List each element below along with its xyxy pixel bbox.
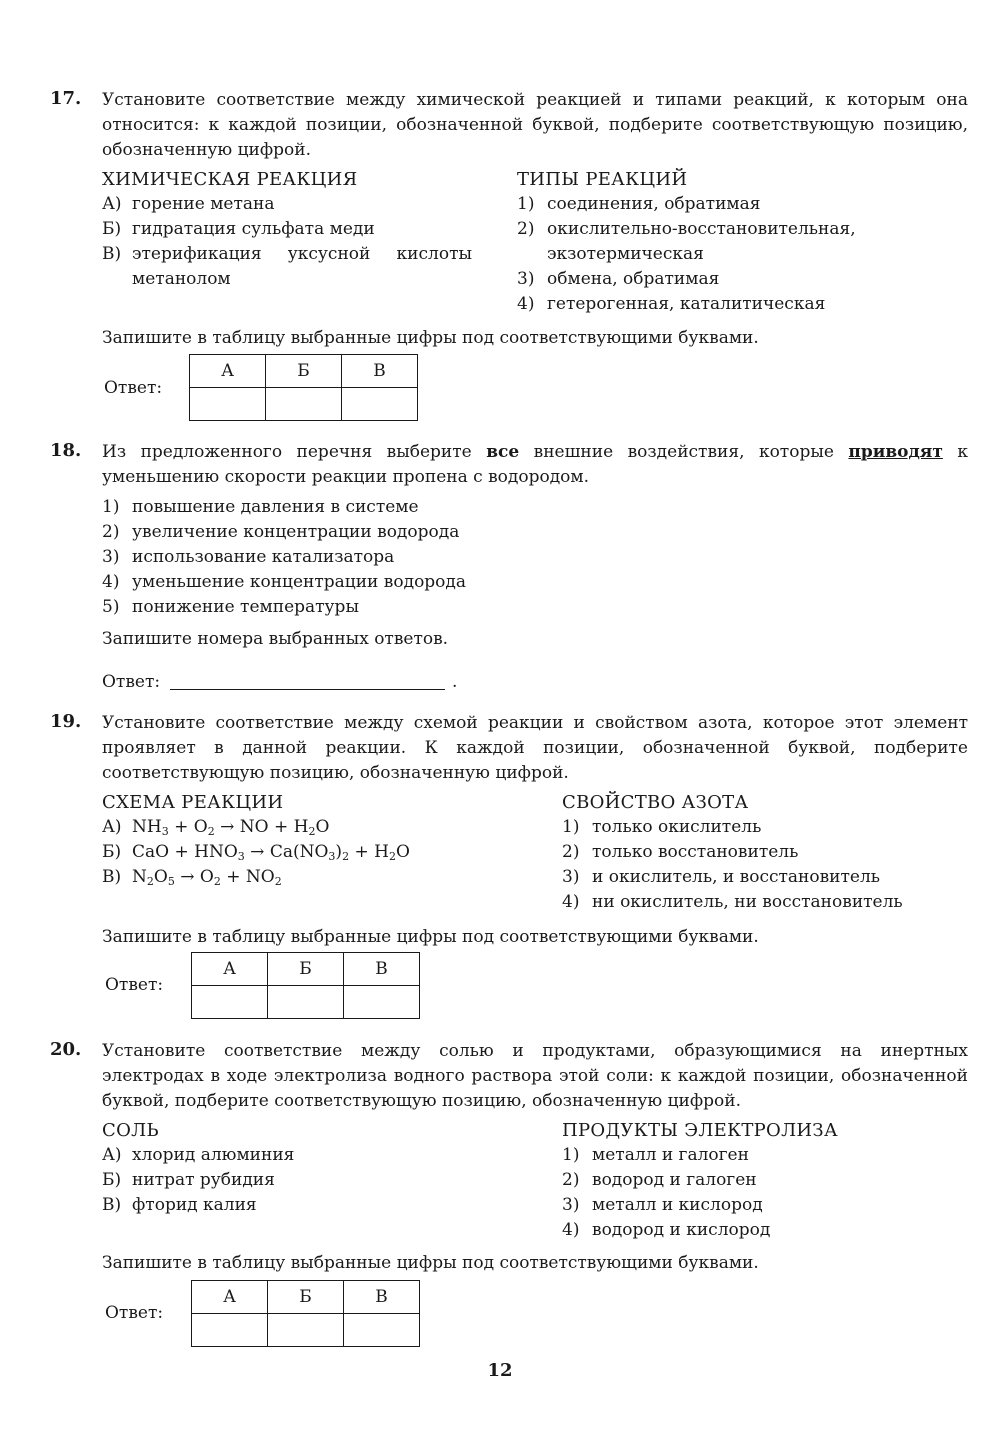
list-item — [562, 840, 970, 865]
item-text: фторид калия — [132, 1195, 257, 1215]
table-header: В — [344, 953, 420, 986]
instruction: Запишите в таблицу выбранные цифры под соответствующими буквами. — [102, 328, 759, 348]
item-label: 2) — [102, 522, 120, 542]
list-item — [562, 1168, 970, 1193]
item-text: увеличение концентрации водорода — [132, 522, 460, 542]
list-item — [102, 1168, 542, 1193]
left-column — [102, 1118, 542, 1218]
item-label: 4) — [562, 1220, 580, 1240]
answer-cell[interactable] — [266, 388, 342, 421]
item-label: Б) — [102, 1170, 122, 1190]
item-label: В) — [102, 1195, 122, 1215]
list-item — [102, 242, 472, 292]
list-item — [102, 1193, 542, 1218]
question-17 — [50, 88, 968, 398]
item-text: гетерогенная, каталитическая — [547, 294, 826, 314]
answer-cell[interactable] — [342, 388, 418, 421]
item-label: 1) — [562, 1145, 580, 1165]
item-label: 5) — [102, 597, 120, 617]
table-header: В — [342, 355, 418, 388]
list-item — [562, 815, 970, 840]
question-20 — [50, 1039, 968, 1323]
answer-table — [191, 952, 420, 1019]
answer-label: Ответ: — [104, 378, 163, 398]
matching-columns — [102, 790, 968, 920]
column-heading: СВОЙСТВО АЗОТА — [562, 792, 749, 813]
list-item — [562, 890, 970, 915]
column-heading: ТИПЫ РЕАКЦИЙ — [517, 169, 688, 190]
item-label: 1) — [517, 194, 535, 214]
answer-cell[interactable] — [344, 1314, 420, 1347]
table-header: Б — [268, 1281, 344, 1314]
item-label: 1) — [562, 817, 580, 837]
list-item — [562, 1218, 970, 1243]
item-text: металл и кислород — [592, 1195, 763, 1215]
answer-label: Ответ: — [102, 672, 161, 692]
item-label: А) — [102, 817, 122, 837]
item-text: обмена, обратимая — [547, 269, 720, 289]
item-text: гидратация сульфата меди — [132, 219, 375, 239]
list-item — [517, 267, 969, 292]
list-item — [102, 570, 968, 595]
item-label: 3) — [517, 269, 535, 289]
reaction-scheme: $N_2O_5 \to O_2 + NO_2$ — [132, 867, 282, 888]
item-label: 4) — [562, 892, 580, 912]
instruction: Запишите номера выбранных ответов. — [102, 629, 449, 649]
answer-label: Ответ: — [105, 975, 164, 995]
list-item — [517, 292, 969, 317]
table-header: А — [192, 953, 268, 986]
item-text: нитрат рубидия — [132, 1170, 275, 1190]
right-column — [517, 167, 969, 317]
item-label: 4) — [102, 572, 120, 592]
list-item — [102, 545, 968, 570]
answer-cell[interactable] — [268, 986, 344, 1019]
item-label: В) — [102, 244, 122, 264]
column-heading: ПРОДУКТЫ ЭЛЕКТРОЛИЗА — [562, 1120, 838, 1141]
list-item — [562, 1143, 970, 1168]
table-header: Б — [266, 355, 342, 388]
list-item — [517, 217, 969, 267]
answer-table — [189, 354, 418, 421]
question-text: Установите соответствие между схемой реакции и свойством азота, которое этот элемент проявляет в данной реакции. К каждой позиции, обозначенной буквой, подберите соответствующую позицию, обозначенную цифрой. — [102, 713, 968, 783]
item-label: 2) — [562, 1170, 580, 1190]
reaction-scheme: $NH_3 + O_2$ → NO + $H_2O$ — [132, 817, 330, 838]
options-list — [102, 495, 968, 620]
item-text: водород и кислород — [592, 1220, 771, 1240]
item-text: этерификация уксусной кислоты метанолом — [132, 244, 472, 289]
table-header: Б — [268, 953, 344, 986]
item-text: понижение температуры — [132, 597, 359, 617]
item-label: А) — [102, 1145, 122, 1165]
item-label: 3) — [102, 547, 120, 567]
emphasis: все — [486, 442, 520, 462]
list-item — [102, 815, 542, 840]
page-number: 12 — [487, 1360, 513, 1381]
item-label: 2) — [562, 842, 580, 862]
column-heading: СОЛЬ — [102, 1120, 159, 1141]
question-text — [102, 440, 968, 490]
item-text: использование катализатора — [132, 547, 395, 567]
question-text: Установите соответствие между солью и продуктами, образующимися на инертных электродах в ходе электролиза водного раствора этой соли: к каждой позиции, обозначенной буквой, подберите соответствующую позицию, обозначенную цифрой. — [102, 1041, 968, 1111]
item-label: Б) — [102, 842, 122, 862]
item-label: 1) — [102, 497, 120, 517]
list-item — [102, 865, 542, 890]
question-18 — [50, 440, 968, 692]
answer-cell[interactable] — [190, 388, 266, 421]
item-text: повышение давления в системе — [132, 497, 419, 517]
item-text: металл и галоген — [592, 1145, 749, 1165]
table-header: А — [192, 1281, 268, 1314]
item-label: 3) — [562, 1195, 580, 1215]
table-header: А — [190, 355, 266, 388]
answer-cell[interactable] — [192, 986, 268, 1019]
item-text: и окислитель, и восстановитель — [592, 867, 881, 887]
right-column — [562, 1118, 970, 1243]
item-label: А) — [102, 194, 122, 214]
column-heading: ХИМИЧЕСКАЯ РЕАКЦИЯ — [102, 169, 358, 190]
item-text: окислительно-восстановительная, экзотермическая — [547, 219, 856, 264]
table-header: В — [344, 1281, 420, 1314]
instruction: Запишите в таблицу выбранные цифры под соответствующими буквами. — [102, 1253, 759, 1273]
answer-table — [191, 1280, 420, 1347]
item-label: 4) — [517, 294, 535, 314]
item-label: 2) — [517, 219, 535, 239]
item-text: водород и галоген — [592, 1170, 757, 1190]
matching-columns — [102, 167, 968, 327]
text-segment: к уменьшению скорости реакции пропена с водородом. — [102, 442, 968, 487]
item-text: ни окислитель, ни восстановитель — [592, 892, 903, 912]
question-number: 18. — [50, 440, 82, 461]
column-heading: СХЕМА РЕАКЦИИ — [102, 792, 284, 813]
left-column — [102, 167, 472, 292]
item-text: хлорид алюминия — [132, 1145, 295, 1165]
answer-line[interactable] — [170, 689, 445, 690]
list-item — [562, 865, 970, 890]
list-item — [102, 1143, 542, 1168]
question-text: Установите соответствие между химической реакцией и типами реакций, к которым она относится: к каждой позиции, обозначенной буквой, подберите соответствующую позицию, обозначенную цифрой. — [102, 90, 968, 160]
reaction-scheme: CaO + $HNO_3 \to Ca(NO_3)_2 + H_2O$ — [132, 842, 410, 863]
list-item — [102, 192, 472, 217]
answer-cell[interactable] — [268, 1314, 344, 1347]
question-number: 19. — [50, 711, 82, 732]
text-segment: Из предложенного перечня выберите — [102, 442, 487, 462]
question-19 — [50, 711, 968, 995]
matching-columns — [102, 1118, 968, 1248]
item-label: Б) — [102, 219, 122, 239]
list-item — [562, 1193, 970, 1218]
text-segment: внешние воздействия, которые — [519, 442, 849, 462]
question-number: 17. — [50, 88, 82, 109]
list-item — [517, 192, 969, 217]
item-text: горение метана — [132, 194, 275, 214]
answer-period: . — [452, 672, 458, 692]
item-text: только восстановитель — [592, 842, 799, 862]
emphasis-underlined: приводят — [848, 442, 943, 462]
left-column — [102, 790, 542, 890]
answer-label: Ответ: — [105, 1303, 164, 1323]
answer-cell[interactable] — [192, 1314, 268, 1347]
answer-cell[interactable] — [344, 986, 420, 1019]
item-text: только окислитель — [592, 817, 762, 837]
list-item — [102, 595, 968, 620]
item-label: 3) — [562, 867, 580, 887]
list-item — [102, 520, 968, 545]
list-item — [102, 217, 472, 242]
list-item — [102, 840, 542, 865]
item-label: В) — [102, 867, 122, 887]
right-column — [562, 790, 970, 915]
list-item — [102, 495, 968, 520]
item-text: соединения, обратимая — [547, 194, 761, 214]
question-number: 20. — [50, 1039, 82, 1060]
item-text: уменьшение концентрации водорода — [132, 572, 467, 592]
instruction: Запишите в таблицу выбранные цифры под соответствующими буквами. — [102, 927, 759, 947]
